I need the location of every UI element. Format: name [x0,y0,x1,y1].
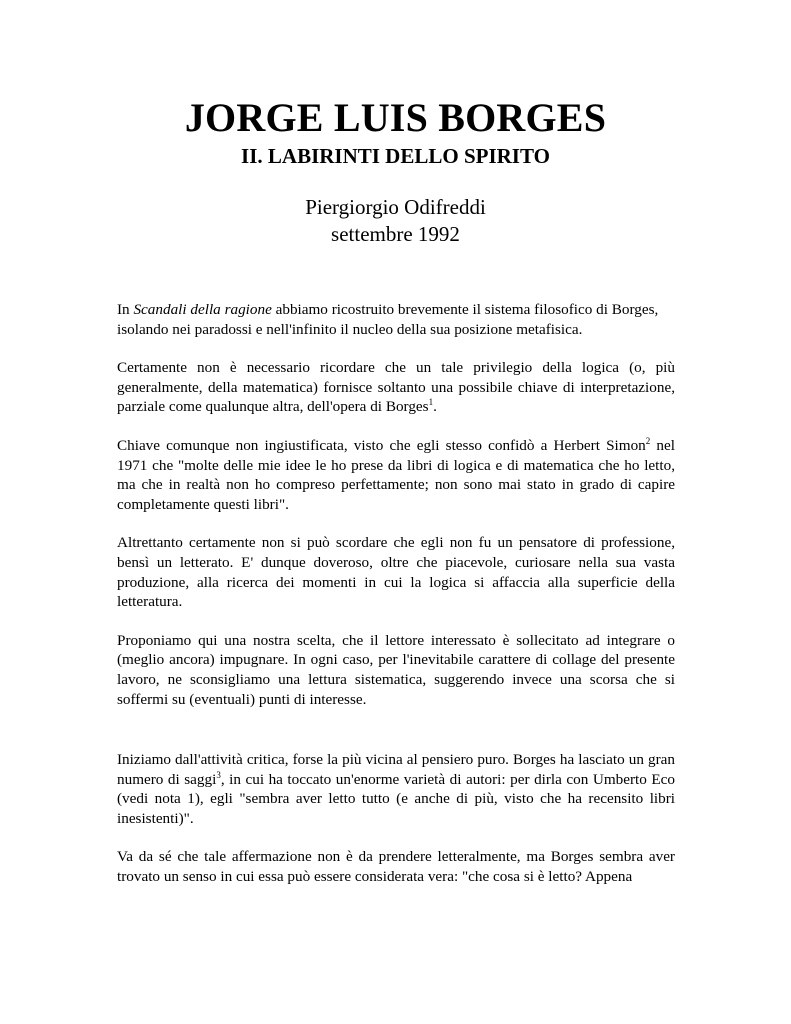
text-run: In [117,301,134,318]
paragraph-7: Va da sé che tale affermazione non è da prendere letteralmente, ma Borges sembra aver trovato un senso in cui essa può essere considerata vera: "che cosa si è letto? Appena [117,848,675,886]
paragraph-5: Proponiamo qui una nostra scelta, che il lettore interessato è sollecitato ad integrare o (meglio ancora) impugnare. In ogni caso, per l'inevitabile carattere di collage del presente lavoro, ne sconsigliamo una lettura sistematica, suggerendo invece una scorsa che si soffermi su (eventuali) punti di interesse. [117,631,675,708]
book-title-italic: Scandali della ragione [133,301,272,318]
document-title: JORGE LUIS BORGES [184,95,607,140]
footnote-ref-3[interactable]: 3 [216,769,221,780]
text-run: abbiamo ricostruito brevemente il sistema filosofico di Borges, isolando nei paradossi e nell'infinito il nucleo della sua posizione metafisica. [117,301,659,338]
paragraph-6 [117,750,675,828]
body-text [117,300,675,906]
text-run: Iniziamo dall'attività critica, forse la più vicina al pensiero puro. Borges ha lasciato un gran numero di saggi [117,751,675,788]
paragraph-3 [117,436,675,514]
text-run: . [433,398,437,416]
footnote-ref-2[interactable]: 2 [645,435,651,446]
text-run: Chiave comunque non ingiustificata, visto che egli stesso confidò a Herbert Simon [117,436,646,454]
text-run: nel 1971 che "molte delle mie idee le ho prese da libri di logica e di matematica che ho letto, ma che in realtà non ho compreso perfettamente; non sono mai stato in grado di capire completamente questi libri". [117,436,675,513]
paragraph-4: Altrettanto certamente non si può scordare che egli non fu un pensatore di professione, bensì un letterato. E' dunque doveroso, oltre che piacevole, curiosare nella sua vasta produzione, alla ricerca dei momenti in cui la logica si affaccia alla superficie della letteratura. [117,534,675,611]
document-subtitle: II. LABIRINTI DELLO SPIRITO [241,144,550,168]
text-run: , in cui ha toccato un'enorme varietà di autori: per dirla con Umberto Eco (vedi nota 1), egli "sembra aver letto tutto (e anche di più, visto che ha recensito libri inesistenti)". [117,770,676,827]
paragraph-1 [117,300,675,339]
publication-date: settembre 1992 [331,222,460,246]
text-run: Certamente non è necessario ricordare che un tale privilegio della logica (o, più generalmente, della matematica) fornisce soltanto una possibile chiave di interpretazione, parziale come qualunque altra, dell'opera di Borges [117,359,675,416]
paragraph-2 [117,358,675,417]
footnote-ref-1[interactable]: 1 [428,397,434,408]
author-name: Piergiorgio Odifreddi [305,195,486,219]
